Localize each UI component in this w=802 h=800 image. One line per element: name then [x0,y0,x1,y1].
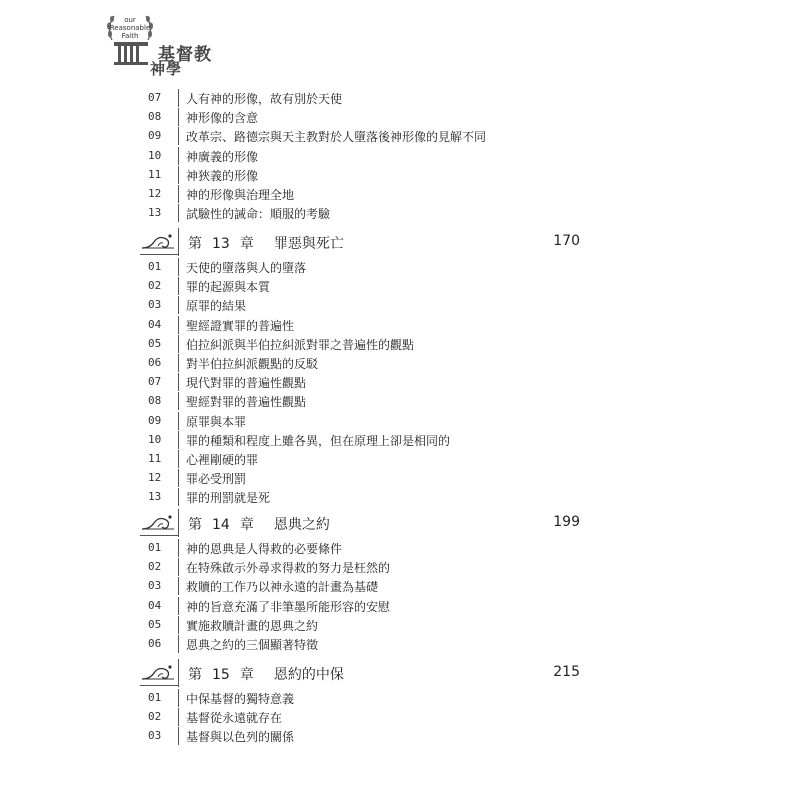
toc-item[interactable] [148,487,588,507]
divider [178,204,179,222]
item-title: 改革宗、路德宗與天主教對於人墮落後神形像的見解不同 [186,130,487,145]
chapter-suffix: 章 [239,667,254,683]
divider [178,635,179,653]
divider [178,708,179,726]
item-title: 人有神的形像，故有別於天使 [186,92,343,106]
toc-item[interactable] [148,538,588,558]
item-title: 恩典之約的三個顯著特徵 [186,638,319,652]
toc-item[interactable] [148,295,588,315]
chapter-suffix: 章 [239,517,254,533]
chapter-prefix: 第 [188,236,202,252]
item-number: 12 [148,471,162,485]
item-number: 13 [148,490,162,504]
chapter-label [188,233,344,253]
item-number: 07 [148,91,162,104]
item-number: 07 [148,375,162,389]
item-title: 罪的刑罰就是死 [186,491,271,506]
item-title: 試驗性的誡命：順服的考驗 [186,207,331,222]
item-number: 09 [148,129,162,143]
divider [178,392,179,410]
chapter-page-number: 199 [553,514,580,530]
divider [178,354,179,372]
divider [178,659,179,687]
item-number: 08 [148,394,162,408]
item-title: 在特殊啟示外尋求得救的努力是枉然的 [186,561,391,576]
toc-item[interactable] [148,557,588,577]
toc-item[interactable] [148,411,588,431]
item-number: 06 [148,637,162,650]
item-number: 01 [148,691,162,704]
item-title: 神的形像與治理全地 [186,188,295,202]
toc-item[interactable] [148,334,588,354]
divider [178,450,179,468]
toc-item[interactable] [148,449,588,469]
toc-item[interactable] [148,596,588,616]
chapter-rule [140,254,178,255]
item-number: 03 [148,298,162,312]
item-title: 中保基督的獨特意義 [186,692,295,706]
item-title: 現代對罪的普遍性觀點 [186,376,307,391]
item-number: 02 [148,560,162,574]
toc-item[interactable] [148,276,588,296]
item-title: 天使的墮落與人的墮落 [186,261,307,275]
toc-item[interactable] [148,726,588,746]
divider [178,558,179,576]
toc-item[interactable] [148,126,588,146]
flourish-ornament-icon [140,511,176,533]
chapter-label [188,664,344,684]
toc-item[interactable] [148,165,588,185]
toc-item[interactable] [148,468,588,488]
divider [178,469,179,487]
flourish-ornament-icon [140,661,176,683]
item-number: 12 [148,187,162,200]
chapter-heading[interactable] [140,511,590,537]
divider [178,166,179,184]
divider [178,727,179,745]
item-number: 04 [148,598,162,612]
divider [178,277,179,295]
logo-title-line2: 神學 [150,60,183,78]
toc-item[interactable] [148,353,588,373]
toc-item[interactable] [148,391,588,411]
divider [178,316,179,334]
item-title: 原罪與本罪 [186,414,247,429]
item-title: 神形像的含意 [186,111,259,126]
logo-line3: Faith [121,32,139,40]
item-number: 10 [148,148,162,162]
logo-title-line1: 基督教 [158,45,212,65]
divider [178,296,179,314]
toc-item[interactable] [148,146,588,166]
item-title: 基督與以色列的關係 [186,730,295,745]
divider [178,127,179,145]
chapter-prefix: 第 [188,517,202,533]
chapter-rule [140,535,178,536]
item-number: 13 [148,206,162,220]
divider [178,412,179,430]
item-number: 11 [148,452,162,465]
chapter-title: 恩約的中保 [273,667,344,683]
item-number: 05 [148,617,162,631]
divider [178,616,179,634]
chapter-prefix: 第 [188,667,202,683]
divider [178,335,179,353]
item-title: 對半伯拉糾派觀點的反駁 [186,357,319,371]
item-number: 02 [148,279,162,293]
item-title: 罪的種類和程度上雖各異，但在原理上卻是相同的 [186,433,451,448]
item-title: 神狹義的形像 [186,168,259,183]
toc-item[interactable] [148,88,588,108]
item-title: 聖經證實罪的普遍性 [186,318,295,333]
item-number: 02 [148,710,162,724]
toc-item[interactable] [148,688,588,708]
divider [178,147,179,165]
item-number: 10 [148,432,162,446]
item-number: 05 [148,336,162,350]
toc-item[interactable] [148,576,588,596]
divider [178,108,179,126]
toc-item[interactable] [148,615,588,635]
divider [178,89,179,107]
toc-item[interactable] [148,372,588,392]
item-title: 心裡剛硬的罪 [186,453,259,467]
chapter-suffix: 章 [239,236,254,252]
item-number: 11 [148,167,162,181]
item-number: 01 [148,260,162,273]
logo [102,10,232,78]
toc-item[interactable] [148,184,588,204]
divider [178,258,179,276]
divider [178,539,179,557]
chapter-title: 罪惡與死亡 [273,236,344,252]
chapter-number: 14 [212,517,230,533]
toc-item[interactable] [148,107,588,127]
item-number: 06 [148,356,162,369]
item-title: 罪必受刑罰 [186,472,247,487]
item-title: 罪的起源與本質 [186,280,271,295]
logo-line1: our [124,16,136,24]
chapter-heading[interactable] [140,230,590,256]
item-title: 聖經對罪的普遍性觀點 [186,395,307,410]
item-number: 01 [148,541,162,554]
divider [178,228,179,256]
item-number: 04 [148,317,162,331]
divider [178,597,179,615]
item-title: 神廣義的形像 [186,149,259,164]
item-title: 原罪的結果 [186,299,247,314]
chapter-number: 13 [212,236,230,252]
item-title: 基督從永遠就存在 [186,711,283,726]
chapter-heading[interactable] [140,661,590,687]
item-title: 伯拉糾派與半伯拉糾派對罪之普遍性的觀點 [186,337,415,352]
chapter-title: 恩典之約 [273,517,330,533]
item-number: 03 [148,729,162,743]
chapter-page-number: 170 [553,233,580,249]
item-title: 救贖的工作乃以神永遠的計畫為基礎 [186,580,379,595]
divider [178,488,179,506]
item-title: 神的旨意充滿了非筆墨所能形容的安慰 [186,599,391,614]
chapter-rule [140,685,178,686]
divider [178,185,179,203]
chapter-page-number: 215 [553,664,580,680]
toc-item[interactable] [148,257,588,277]
divider [178,509,179,537]
logo-line2: Reasonable [109,24,151,32]
toc-item[interactable] [148,315,588,335]
item-number: 08 [148,110,162,124]
item-title: 神的恩典是人得救的必要條件 [186,542,343,556]
divider [178,577,179,595]
chapter-number: 15 [212,667,230,683]
divider [178,373,179,391]
item-title: 實施救贖計畫的恩典之約 [186,618,319,633]
toc-item[interactable] [148,430,588,450]
item-number: 03 [148,579,162,593]
toc-item[interactable] [148,707,588,727]
divider [178,689,179,707]
toc-item[interactable] [148,634,588,654]
chapter-label [188,514,330,534]
item-number: 09 [148,413,162,427]
toc-item[interactable] [148,203,588,223]
divider [178,431,179,449]
flourish-ornament-icon [140,230,176,252]
